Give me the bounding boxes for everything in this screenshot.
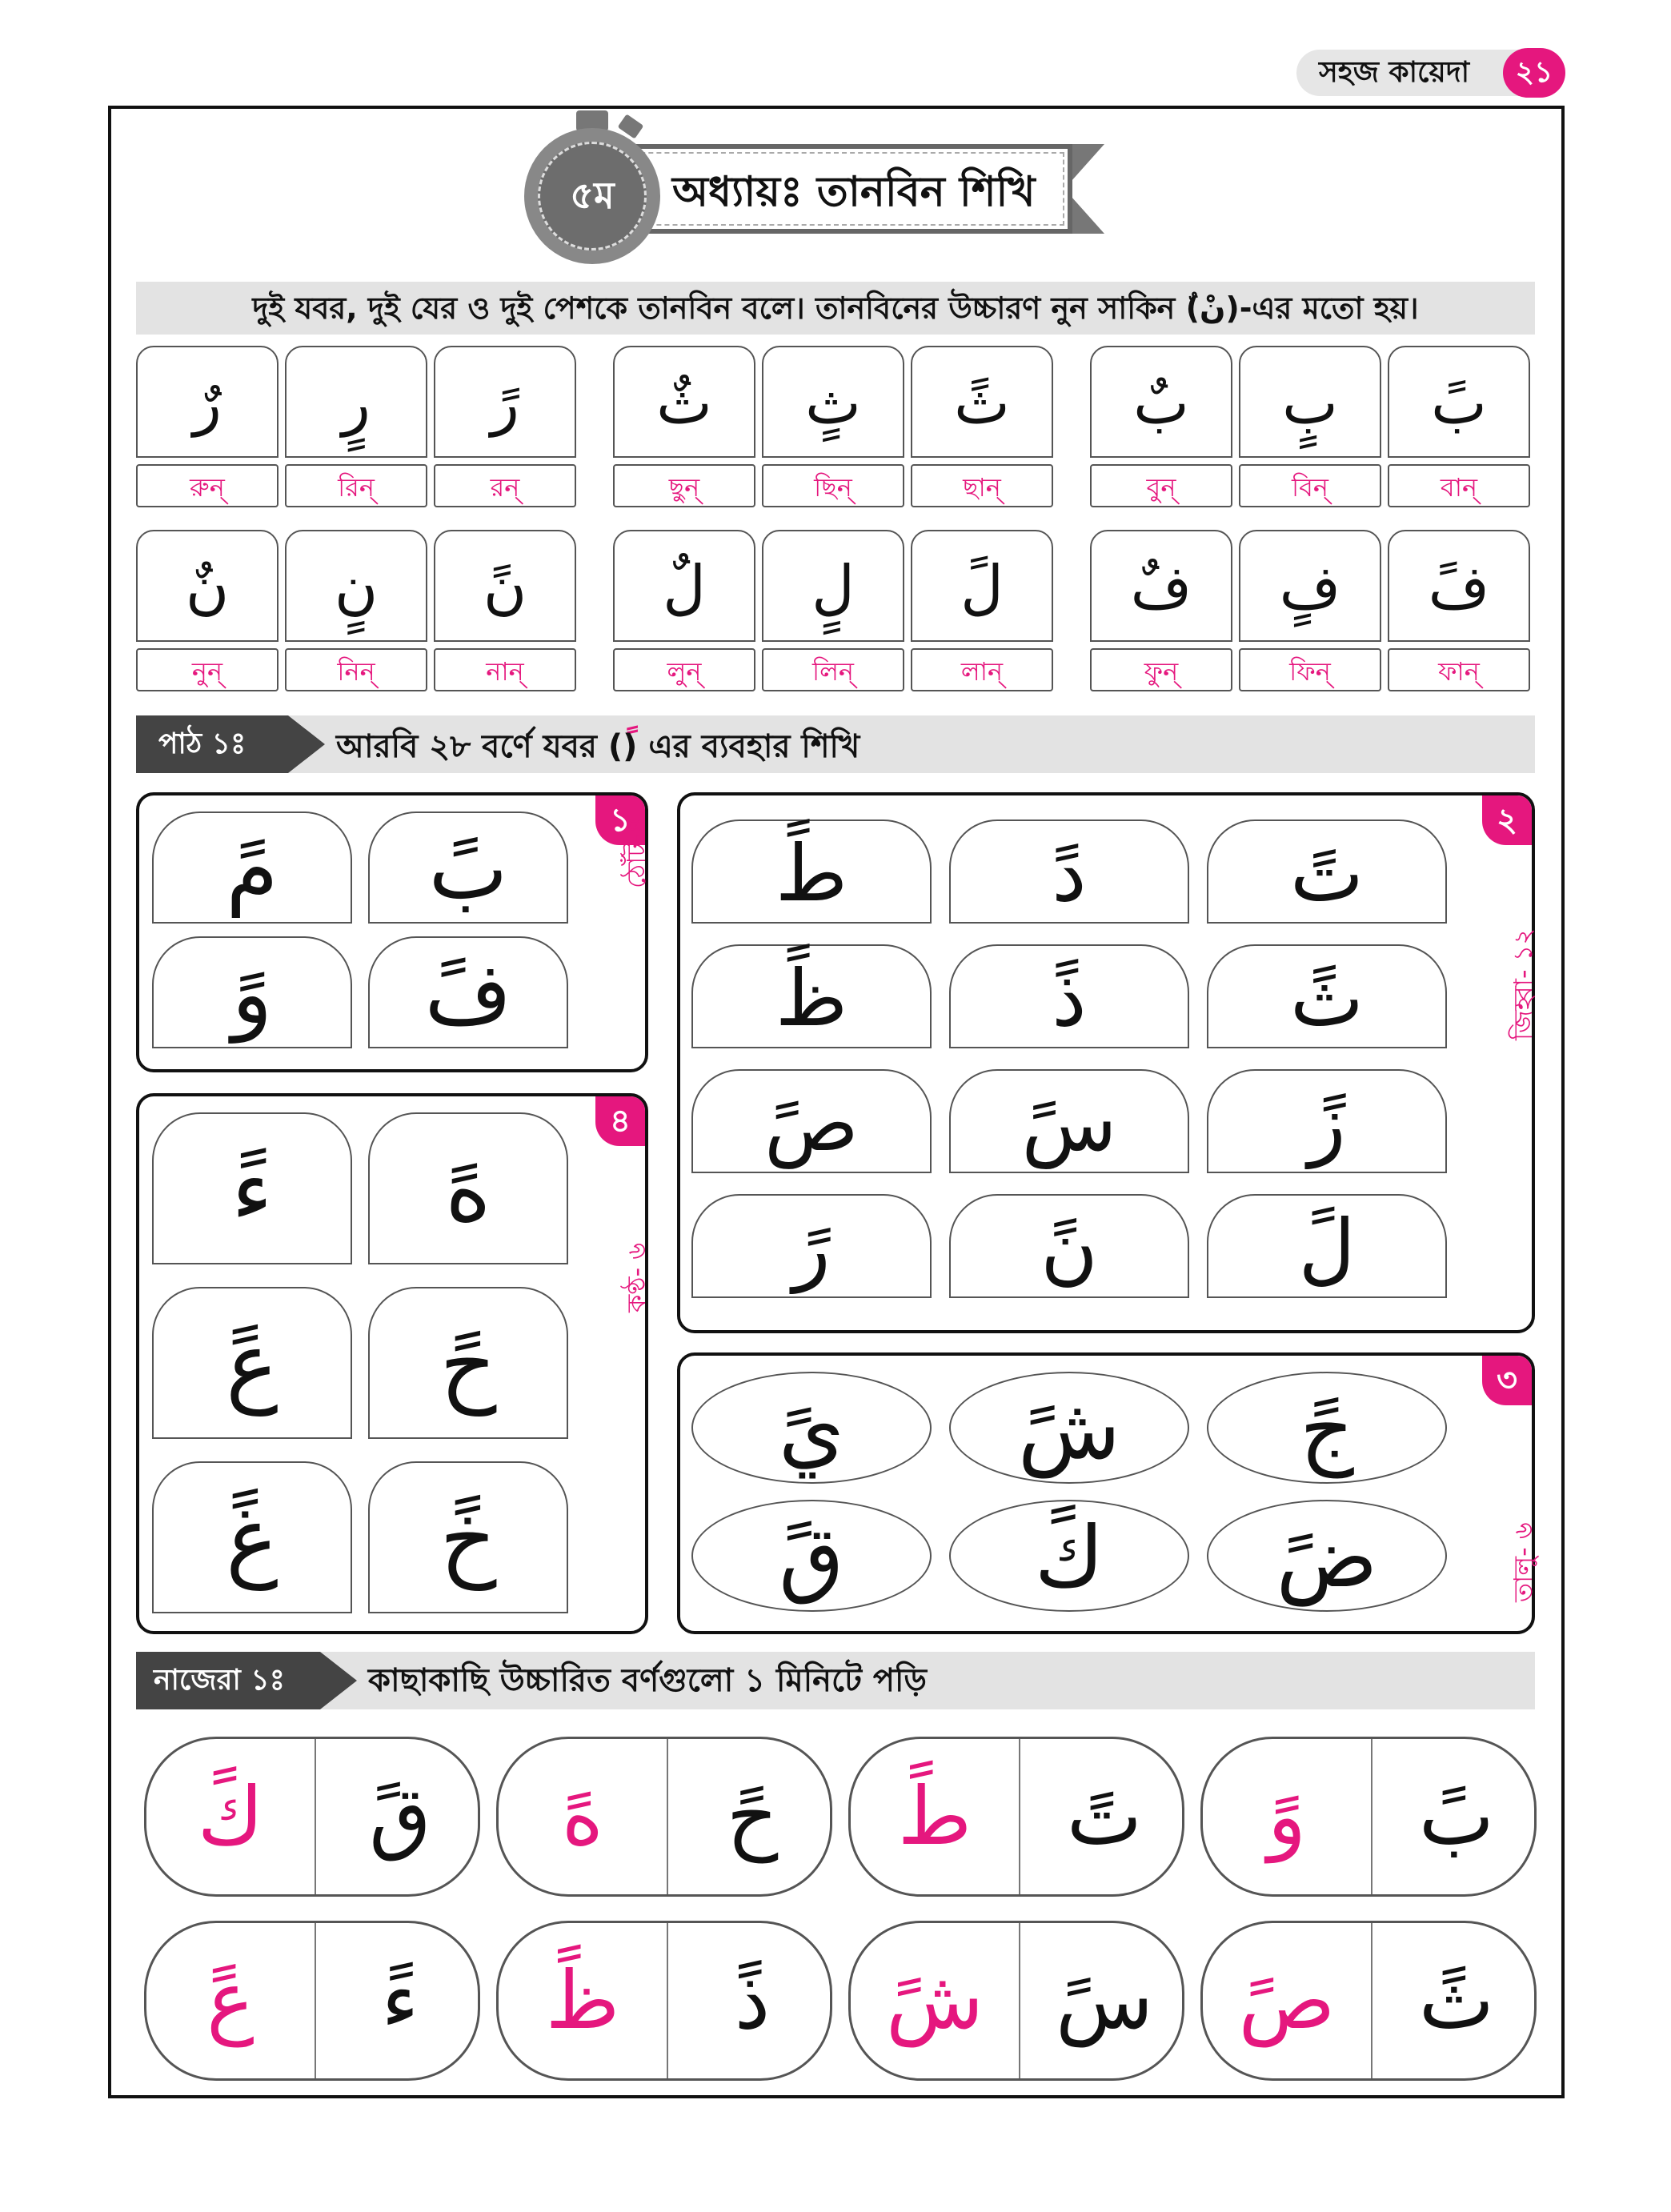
tanween-card <box>613 346 755 458</box>
pair-pink-letter: شً <box>885 1954 984 2047</box>
panel-side-label: তালু- ৬ <box>1508 1522 1538 1602</box>
letter-card <box>368 811 568 924</box>
letter-card <box>949 1500 1189 1612</box>
pair-black-letter: قً <box>369 1769 431 1863</box>
tanween-bangla: বুন্ <box>1090 464 1232 507</box>
letter-pair <box>848 1737 1184 1897</box>
letter-card <box>368 1287 568 1439</box>
tanween-card <box>1388 346 1530 458</box>
tanween-arabic: بً <box>1431 369 1487 438</box>
tanween-bangla: ফুন্ <box>1090 648 1232 691</box>
tanween-card <box>762 530 904 642</box>
book-title: সহজ কায়েদা <box>1296 50 1537 96</box>
lesson-title <box>336 715 860 775</box>
letter-card <box>1207 1500 1447 1612</box>
tanween-bangla: ফান্ <box>1388 648 1530 691</box>
letter-arabic: ثً <box>1290 952 1364 1044</box>
letter-arabic: يً <box>778 1380 845 1478</box>
chapter-number: ৫ম <box>570 174 615 217</box>
tanween-arabic: لً <box>960 553 1004 622</box>
pair-pink-letter: وً <box>1267 1769 1307 1863</box>
intro-text: দুই যবর, দুই যের ও দুই পেশকে তানবিন বলে। তানবিনের উচ্চারণ নুন সাকিন (ٌنْ)-এর মতো হয়। <box>136 282 1535 335</box>
letter-arabic: عً <box>226 1313 278 1416</box>
tanween-bangla: ছান্ <box>911 464 1053 507</box>
tanween-card <box>1239 346 1381 458</box>
panel-side-label: কণ্ঠ- ৬ <box>621 1242 651 1312</box>
lesson-tag: পাঠ ১ঃ <box>136 715 288 773</box>
tanween-bangla: রিন্ <box>285 464 427 507</box>
letter-arabic: قً <box>779 1509 844 1606</box>
tanween-arabic: رٌ <box>193 369 222 438</box>
letter-card <box>1207 944 1447 1048</box>
letter-card <box>949 819 1189 924</box>
tanween-bangla: নুন্ <box>136 648 278 691</box>
letter-arabic: ذً <box>1052 952 1087 1044</box>
tanween-card <box>1090 346 1232 458</box>
pair-pink-letter: عً <box>206 1954 254 2047</box>
tanween-bangla: বান্ <box>1388 464 1530 507</box>
letter-pair <box>1200 1737 1537 1897</box>
tanween-card <box>911 530 1053 642</box>
letter-arabic: شً <box>1017 1380 1121 1478</box>
letter-pair <box>496 1737 832 1897</box>
letter-arabic: مً <box>226 820 278 918</box>
letter-arabic: حً <box>439 1313 497 1416</box>
letter-arabic: نً <box>1040 1202 1098 1293</box>
letter-arabic: تً <box>1290 827 1364 919</box>
chapter-title: অধ্যায়ঃ তানবিন শিখি <box>672 168 1036 216</box>
panel-badge: ৩ <box>1482 1356 1532 1405</box>
pair-black-letter: ثً <box>1418 1954 1495 2047</box>
pair-black-letter: حً <box>726 1769 779 1863</box>
tanween-bangla: ছিন্ <box>762 464 904 507</box>
tanween-arabic: فً <box>1428 553 1490 622</box>
letter-pair <box>144 1921 480 2081</box>
letter-arabic: لً <box>1298 1202 1356 1293</box>
letter-card <box>368 936 568 1048</box>
tanween-arabic: بٌ <box>1133 369 1189 438</box>
letter-arabic: هً <box>445 1139 491 1241</box>
pair-pink-letter: كً <box>197 1769 264 1863</box>
tanween-arabic: رٍ <box>342 369 371 438</box>
panel-badge: ৪ <box>595 1096 645 1146</box>
letter-card <box>1207 1069 1447 1173</box>
pair-black-letter: بً <box>1418 1769 1495 1863</box>
tanween-arabic: نٍ <box>334 553 379 622</box>
pair-pink-letter: ظً <box>545 1954 620 2047</box>
tanween-arabic: بٍ <box>1282 369 1338 438</box>
tanween-arabic: لٌ <box>663 553 706 622</box>
letter-card <box>368 1461 568 1613</box>
panel-badge: ১ <box>595 795 645 845</box>
letter-arabic: بً <box>428 820 508 918</box>
letter-card <box>152 1287 352 1439</box>
letter-arabic: زً <box>1308 1077 1346 1168</box>
tanween-arabic: ثٌ <box>656 369 712 438</box>
letter-card <box>152 936 352 1048</box>
letter-card <box>152 1112 352 1264</box>
tanween-card <box>136 530 278 642</box>
tanween-card <box>285 346 427 458</box>
nazera-tag: নাজেরা ১ঃ <box>136 1652 320 1709</box>
letter-card <box>949 944 1189 1048</box>
letter-arabic: جً <box>1300 1380 1354 1478</box>
letter-arabic: ءً <box>231 1139 273 1241</box>
letter-pair <box>848 1921 1184 2081</box>
tanween-bangla: লুন্ <box>613 648 755 691</box>
letter-arabic: وً <box>231 945 273 1043</box>
tanween-bangla: রন্ <box>434 464 576 507</box>
tanween-bangla: ছুন্ <box>613 464 755 507</box>
letter-arabic: ضً <box>1276 1509 1378 1606</box>
tanween-arabic: نٌ <box>185 553 230 622</box>
pair-pink-letter: طً <box>897 1769 972 1863</box>
tanween-arabic: فٍ <box>1279 553 1341 622</box>
letter-pair <box>1200 1921 1537 2081</box>
pair-pink-letter: هً <box>561 1769 604 1863</box>
letter-pair <box>144 1737 480 1897</box>
tanween-card <box>911 346 1053 458</box>
tanween-bangla: বিন্ <box>1239 464 1381 507</box>
tanween-card <box>136 346 278 458</box>
tanween-card <box>613 530 755 642</box>
tanween-card <box>285 530 427 642</box>
pair-pink-letter: صً <box>1238 1954 1336 2047</box>
letter-pair <box>496 1921 832 2081</box>
letter-arabic: غً <box>226 1488 278 1590</box>
lesson-text-before: আরবি ২৮ বর্ণে যবর ( <box>336 728 623 765</box>
lesson-text-after: ) এর ব্যবহার শিখি <box>623 728 860 765</box>
tanween-arabic: رً <box>491 369 519 438</box>
tanween-arabic: ثً <box>954 369 1010 438</box>
letter-card <box>949 1194 1189 1298</box>
tanween-card <box>434 346 576 458</box>
tanween-bangla: নান্ <box>434 648 576 691</box>
tanween-arabic: لٍ <box>811 553 855 622</box>
letter-card <box>152 1461 352 1613</box>
page-number: ২১ <box>1503 48 1565 98</box>
letter-card <box>691 1372 932 1484</box>
letter-card <box>691 1500 932 1612</box>
letter-card <box>691 1194 932 1298</box>
letter-card <box>949 1069 1189 1173</box>
pair-black-letter: تً <box>1066 1769 1143 1863</box>
letter-card <box>691 819 932 924</box>
letter-card <box>368 1112 568 1264</box>
letter-arabic: كً <box>1034 1509 1104 1606</box>
letter-card <box>1207 1372 1447 1484</box>
tanween-bangla: রুন্ <box>136 464 278 507</box>
letter-arabic: طً <box>775 827 848 919</box>
letter-arabic: صً <box>764 1077 859 1168</box>
letter-arabic: ظً <box>775 952 848 1044</box>
letter-card <box>949 1372 1189 1484</box>
tanween-bangla: ফিন্ <box>1239 648 1381 691</box>
letter-arabic: رً <box>792 1202 831 1293</box>
panel-side-label: জিহ্বা- ১২ <box>1508 928 1538 1040</box>
tanween-bangla: নিন্ <box>285 648 427 691</box>
nazera-title: কাছাকাছি উচ্চারিত বর্ণগুলো ১ মিনিটে পড়ি <box>368 1662 927 1699</box>
letter-arabic: دً <box>1052 827 1087 919</box>
tanween-card <box>762 346 904 458</box>
tanween-arabic: ثٍ <box>805 369 861 438</box>
tanween-arabic: نً <box>483 553 527 622</box>
letter-card <box>1207 819 1447 924</box>
tanween-card <box>1239 530 1381 642</box>
letter-card <box>152 811 352 924</box>
panel-side-label: ঠোঁট-৪ <box>621 816 651 888</box>
letter-arabic: سً <box>1021 1077 1117 1168</box>
tanween-bangla: লান্ <box>911 648 1053 691</box>
tanween-card <box>1090 530 1232 642</box>
pair-black-letter: سً <box>1055 1954 1154 2047</box>
panel-badge: ২ <box>1482 795 1532 845</box>
letter-card <box>691 944 932 1048</box>
pair-black-letter: ذً <box>734 1954 771 2047</box>
letter-card <box>1207 1194 1447 1298</box>
tanween-bangla: লিন্ <box>762 648 904 691</box>
pair-black-letter: ءً <box>381 1954 419 2047</box>
tanween-card <box>1388 530 1530 642</box>
letter-arabic: خً <box>439 1488 497 1590</box>
tanween-arabic: فٌ <box>1130 553 1192 622</box>
letter-arabic: فً <box>424 945 512 1043</box>
letter-card <box>691 1069 932 1173</box>
tanween-card <box>434 530 576 642</box>
